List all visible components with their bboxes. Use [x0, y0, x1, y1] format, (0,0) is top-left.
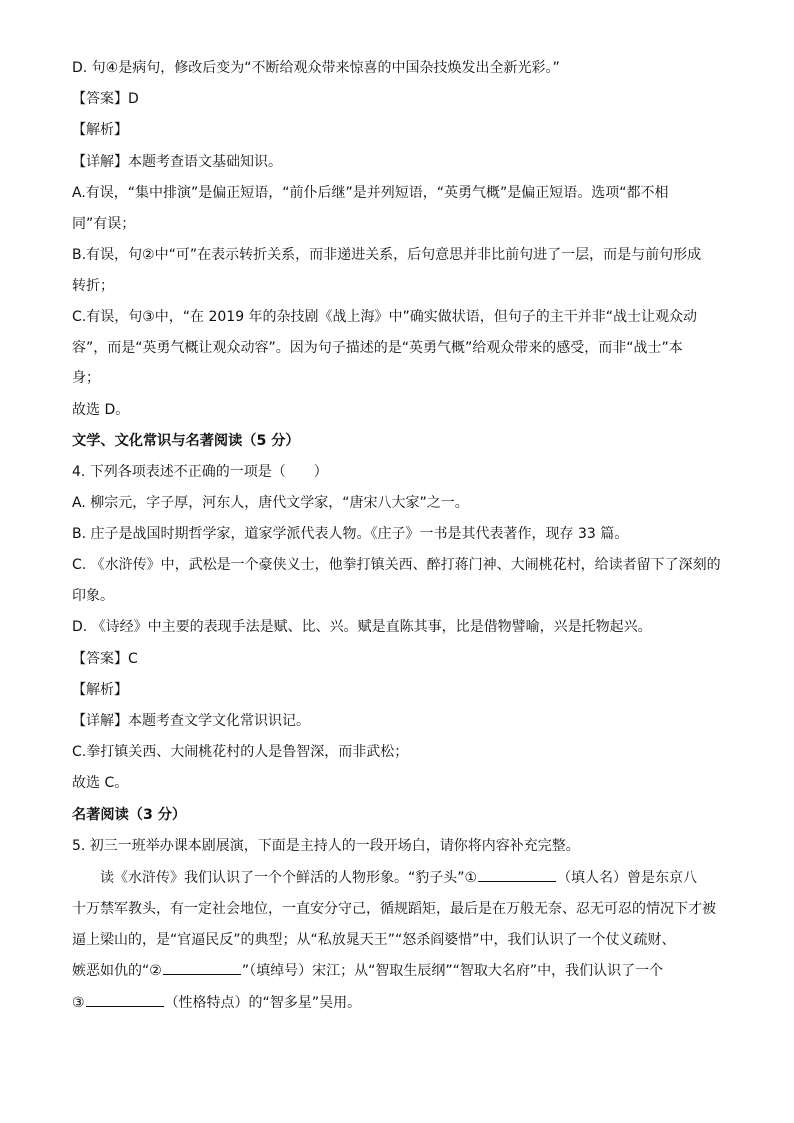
- explain-c-line3: 身；: [72, 370, 100, 387]
- blank-2[interactable]: [163, 960, 241, 975]
- q4-analysis-label: 【解析】: [72, 681, 128, 698]
- section-title-classics: 名著阅读（3 分）: [72, 806, 187, 823]
- q4-option-a: A. 柳宗元，字子厚，河东人，唐代文学家，“唐宋八大家”之一。: [72, 495, 469, 512]
- q4-stem: 4. 下列各项表述不正确的一项是（ ）: [72, 463, 328, 480]
- q5-text-4b: ”（填绰号）宋江；从“智取生辰纲”“智取大名府”中，我们认识了一个: [241, 963, 664, 980]
- q5-paragraph-line2: 十万禁军教头，有一定社会地位，一直安分守己，循规蹈矩，最后是在万般无奈、忍无可忍的情况下才被: [72, 900, 716, 917]
- document-page: [72, 58, 722, 1013]
- q5-text-1b: （填人名）曾是东京八: [557, 869, 698, 886]
- explain-a-line1: A.有误，“集中排演”是偏正短语，“前仆后继”是并列短语，“英勇气概”是偏正短语。选项“都不相: [72, 184, 669, 201]
- answer-label: 【答案】D: [72, 91, 139, 108]
- q5-text-5b: （性格特点）的“智多星”吴用。: [164, 995, 362, 1012]
- detail-label: 【详解】本题考查语文基础知识。: [72, 153, 282, 170]
- q4-detail: 【详解】本题考查文学文化常识识记。: [72, 712, 310, 729]
- explain-c-line2: 容”，而是“英勇气概让观众动容”。因为句子描述的是“英勇气概”给观众带来的感受，而非“战士”本: [72, 339, 683, 356]
- q5-text-4a: 嫉恶如仇的“②: [72, 963, 162, 980]
- q4-option-c-line1: C. 《水浒传》中，武松是一个豪侠义士，他拳打镇关西、醉打蒋门神、大闹桃花村，给读者留下了深刻的: [72, 557, 721, 574]
- q4-option-c-line2: 印象。: [72, 588, 114, 605]
- q4-answer: 【答案】C: [72, 650, 138, 667]
- section-title-literature: 文学、文化常识与名著阅读（5 分）: [72, 432, 300, 449]
- blank-3[interactable]: [86, 992, 164, 1007]
- explain-b-line1: B.有误，句②中“可”在表示转折关系，而非递进关系，后句意思并非比前句进了一层，而是与前句形成: [72, 246, 702, 263]
- q5-stem: 5. 初三一班举办课本剧展演，下面是主持人的一段开场白，请你将内容补充完整。: [72, 837, 580, 854]
- analysis-label: 【解析】: [72, 122, 128, 139]
- q4-conclusion: 故选 C。: [72, 775, 129, 792]
- q4-option-d: D. 《诗经》中主要的表现手法是赋、比、兴。赋是直陈其事，比是借物譬喻，兴是托物起兴。: [72, 619, 652, 636]
- explain-b-line2: 转折；: [72, 277, 114, 294]
- q4-option-b: B. 庄子是战国时期哲学家，道家学派代表人物。《庄子》一书是其代表著作，现存 33 篇。: [72, 526, 629, 543]
- blank-1[interactable]: [478, 867, 556, 882]
- q5-paragraph-line5: [72, 992, 722, 1013]
- q5-paragraph-line3: 逼上梁山的，是“官逼民反”的典型；从“私放晁天王”“怒杀阎婆惜”中，我们认识了一个仗义疏财、: [72, 931, 676, 948]
- q5-paragraph-line4: [72, 960, 722, 981]
- conclusion-q3: 故选 D。: [72, 401, 130, 418]
- explain-a-line2: 同”有误；: [72, 215, 136, 232]
- q4-explain: C.拳打镇关西、大闹桃花村的人是鲁智深，而非武松；: [72, 744, 409, 761]
- q5-text-1a: 读《水浒传》我们认识了一个个鲜活的人物形象。“豹子头”①: [100, 869, 478, 886]
- q5-paragraph-line1: [72, 867, 722, 888]
- q5-text-5a: ③: [72, 995, 85, 1012]
- explain-c-line1: C.有误，句③中，“在 2019 年的杂技剧《战上海》中”确实做状语，但句子的主干并非“战士让观众动: [72, 308, 698, 325]
- option-d-text: D. 句④是病句，修改后变为“不断给观众带来惊喜的中国杂技焕发出全新光彩。”: [72, 60, 560, 76]
